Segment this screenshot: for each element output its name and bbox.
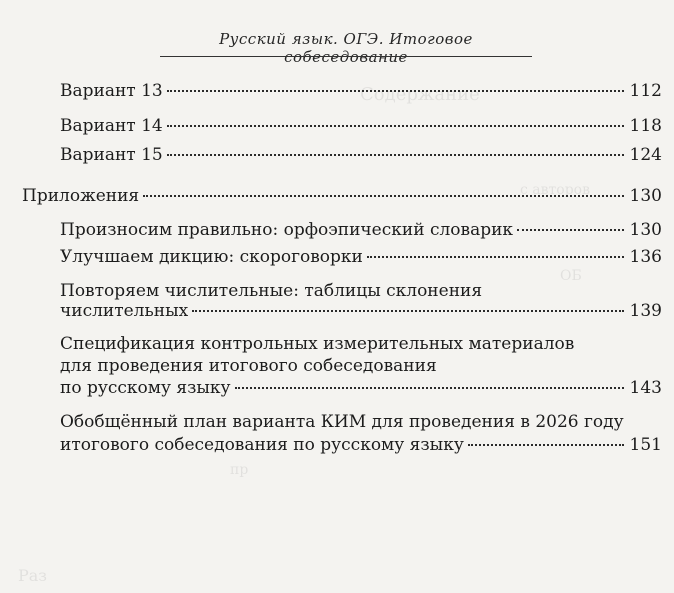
- toc-entry-appendix: [22, 182, 662, 210]
- dot-leader: [367, 256, 624, 258]
- toc-entry-label: Произносим правильно: орфоэпический словарик: [60, 220, 514, 240]
- dot-leader: [167, 125, 624, 127]
- toc-entry-specification-line-1: Спецификация контрольных измерительных материалов: [60, 334, 575, 354]
- header-rule: [160, 56, 532, 57]
- dot-leader: [167, 154, 624, 156]
- toc-entry-orthoepic-dictionary: [60, 216, 662, 244]
- dot-leader: [468, 444, 624, 446]
- toc-entry-numerals: [60, 297, 662, 325]
- toc-page-number: 118: [629, 116, 662, 136]
- show-through-text: Содержание: [360, 84, 480, 105]
- toc-entry-label: по русскому языку: [60, 378, 231, 398]
- toc-entry-label: Вариант 15: [60, 145, 163, 165]
- toc-entry-label: числительных: [60, 301, 189, 321]
- toc-entry-variant-15: [60, 141, 662, 169]
- show-through-text: пр: [230, 462, 249, 478]
- toc-entry-variant-13: [60, 77, 662, 105]
- toc-page-number: 139: [629, 301, 662, 321]
- dot-leader: [235, 387, 624, 389]
- toc-page-number: 124: [629, 145, 662, 165]
- dot-leader: [192, 310, 623, 312]
- dot-leader: [143, 195, 623, 197]
- show-through-text: Раз: [18, 566, 48, 585]
- toc-page-number: 143: [629, 378, 662, 398]
- toc-entry-label: Приложения: [22, 186, 140, 206]
- toc-entry-label: Вариант 13: [60, 81, 163, 101]
- dot-leader: [167, 90, 624, 92]
- toc-entry-tongue-twisters: [60, 243, 662, 271]
- toc-entry-kim-plan: [60, 431, 662, 459]
- dot-leader: [517, 229, 624, 231]
- toc-entry-label: Улучшаем дикцию: скороговорки: [60, 247, 363, 267]
- toc-entry-label: итогового собеседования по русскому языку: [60, 435, 464, 455]
- toc-entry-specification: [60, 374, 662, 402]
- toc-entry-numerals-line-1: Повторяем числительные: таблицы склонения: [60, 281, 483, 301]
- toc-entry-kim-plan-line-1: Обобщённый план варианта КИМ для проведения в 2026 году: [60, 412, 624, 432]
- show-through-text: ОБ: [560, 268, 582, 284]
- toc-page-number: 151: [629, 435, 662, 455]
- toc-page-number: 130: [629, 186, 662, 206]
- toc-page-number: 130: [629, 220, 662, 240]
- running-header: Русский язык. ОГЭ. Итоговое собеседование: [219, 30, 473, 66]
- show-through-text: с авторов: [520, 182, 590, 198]
- toc-entry-label: Вариант 14: [60, 116, 163, 136]
- toc-entry-variant-14: [60, 112, 662, 140]
- toc-entry-specification-line-2: для проведения итогового собеседования: [60, 356, 437, 376]
- toc-page-number: 136: [629, 247, 662, 267]
- toc-page-number: 112: [629, 81, 662, 101]
